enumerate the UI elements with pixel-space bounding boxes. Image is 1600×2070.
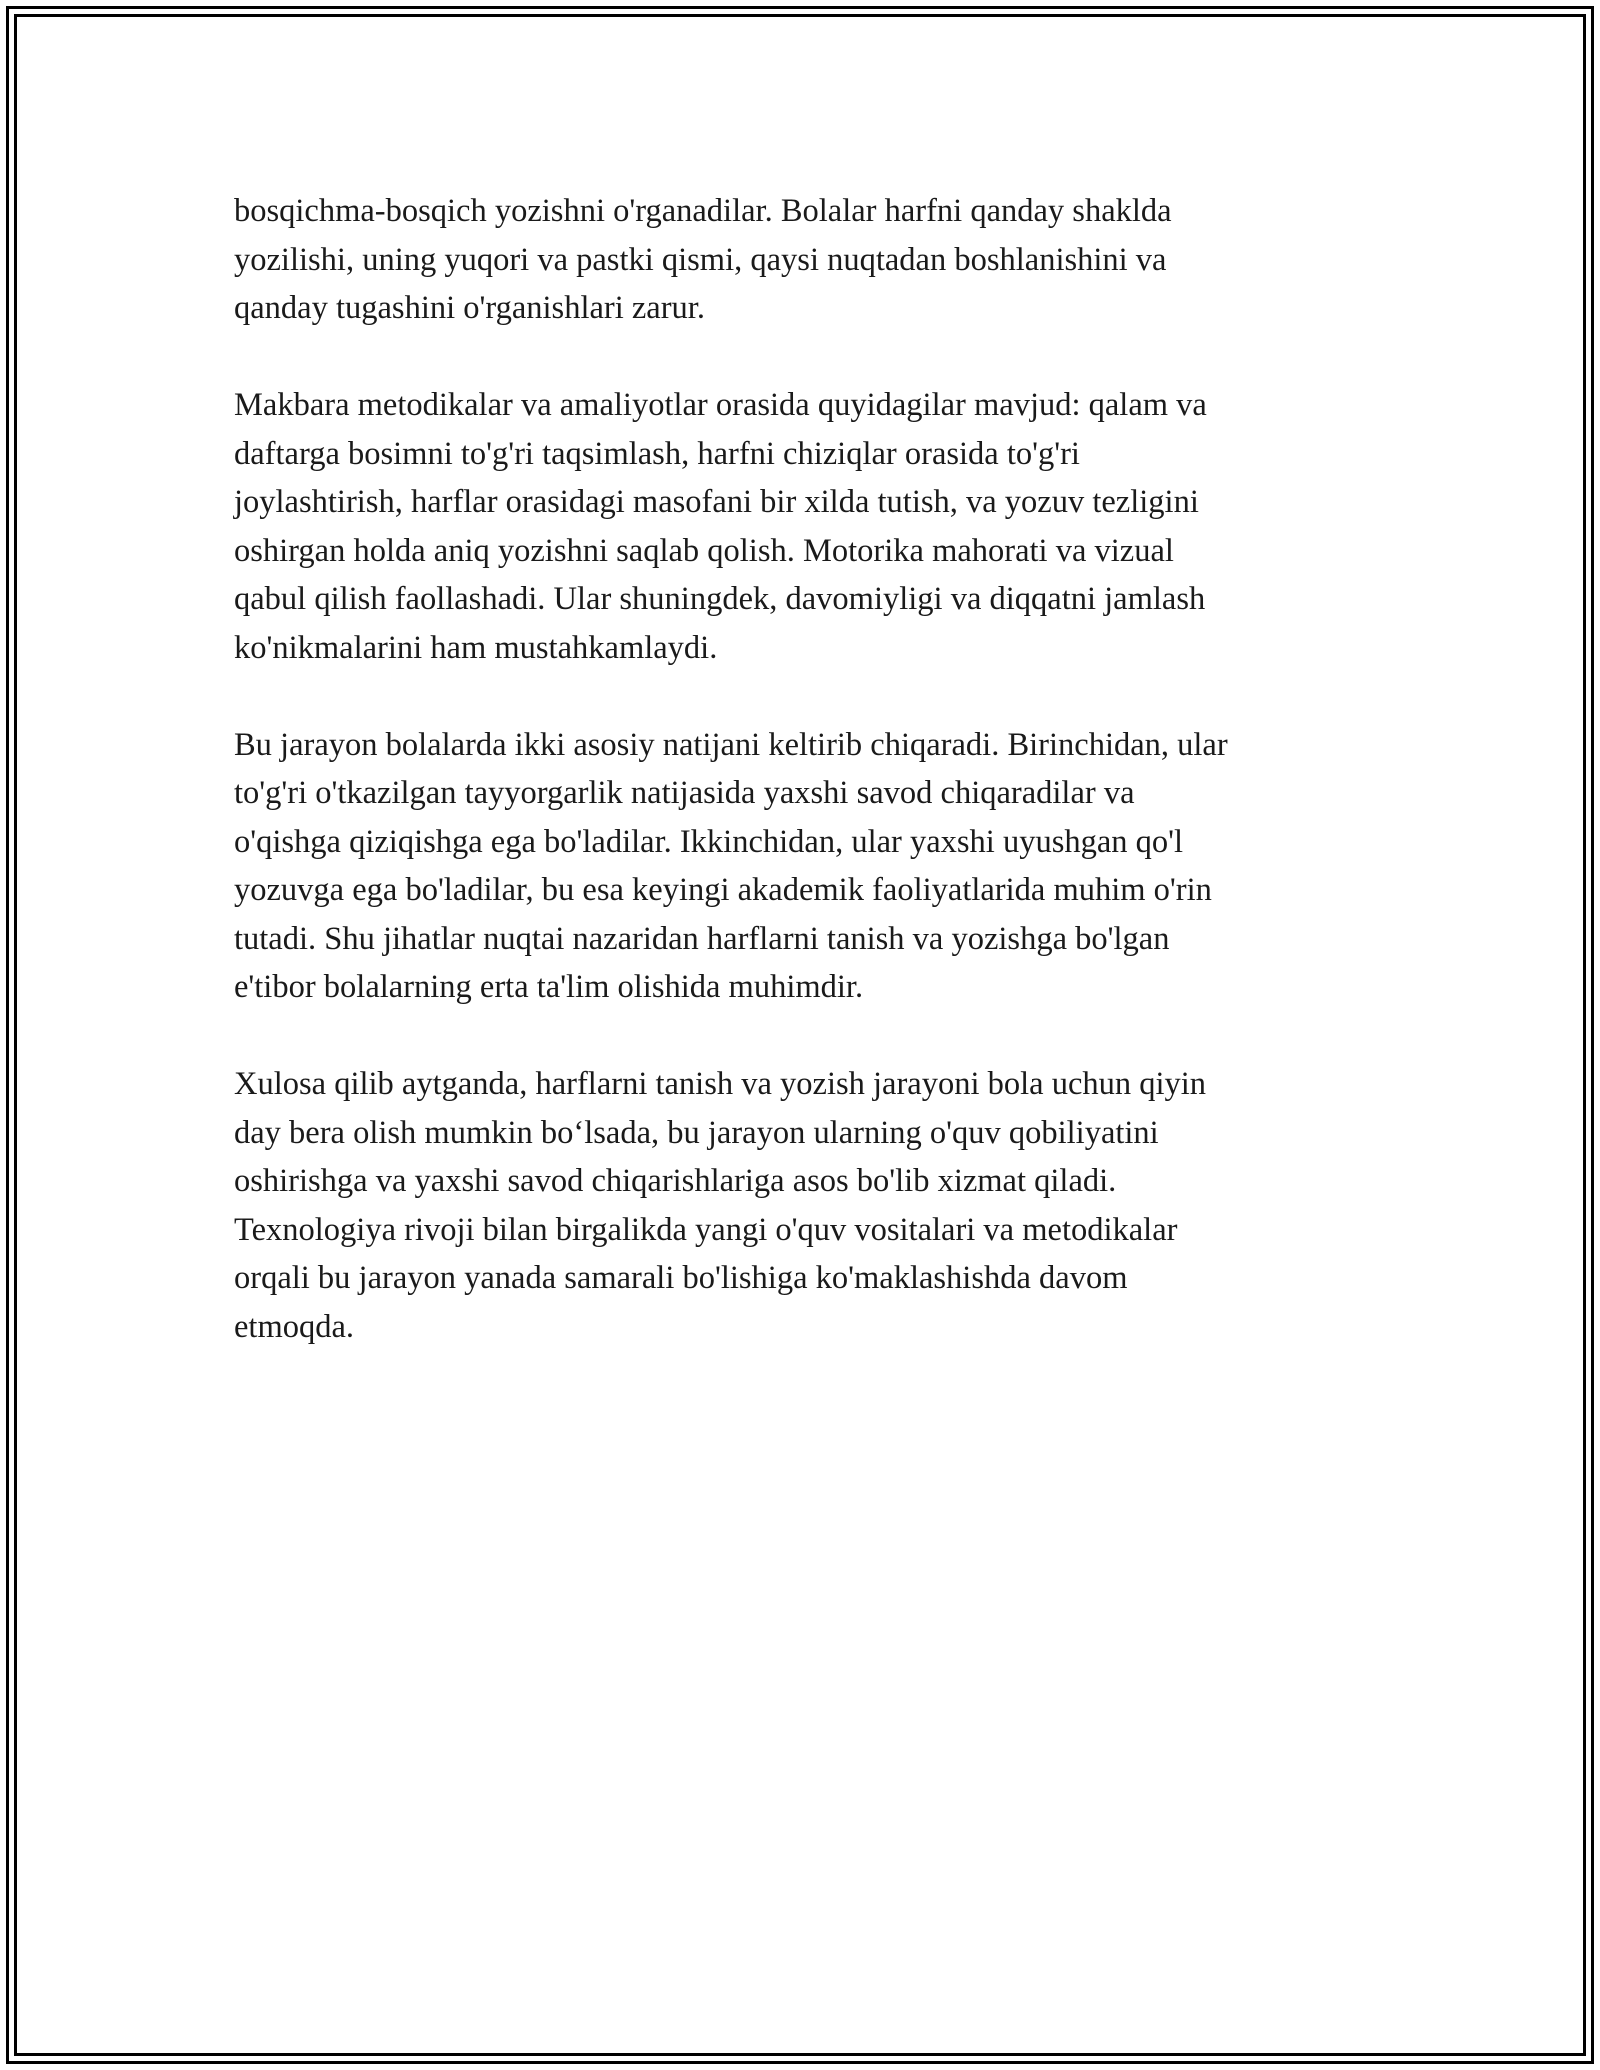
paragraph: bosqichma-bosqich yozishni o'rganadilar. Bolalar harfni qanday shaklda yozilishi, uning yuqori va pastki qismi, qaysi nuqtadan boshlanishini va qanday tugashini o'rganishlari zarur.: [234, 193, 1172, 326]
paragraph: Xulosa qilib aytganda, harflarni tanish va yozish jarayoni bola uchun qiyin day bera olish mumkin bo‘lsada, bu jarayon ularning o'quv qobiliyatini oshirishga va yaxshi savod chiqarishlariga asos bo'lib xizmat qiladi. Texnologiya rivoji bilan birgalikda yangi o'quv vositalari va metodikalar orqali bu jarayon yanada samarali bo'lishiga ko'maklashishda davom etmoqda.: [234, 1066, 1207, 1345]
paragraph: Makbara metodikalar va amaliyotlar orasida quyidagilar mavjud: qalam va daftarga bosimni to'g'ri taqsimlash, harfni chiziqlar orasida to'g'ri joylashtirish, harflar orasidagi masofani bir xilda tutish, va yozuv tezligini oshirgan holda aniq yozishni saqlab qolish. Motorika mahorati va vizual qabul qilish faollashadi. Ular shuningdek, davomiyligi va diqqatni jamlash ko'nikmalarini ham mustahkamlaydi.: [234, 387, 1207, 666]
document-page: [6, 6, 1594, 2064]
paragraph: Bu jarayon bolalarda ikki asosiy natijani keltirib chiqaradi. Birinchidan, ular to'g'ri o'tkazilgan tayyorgarlik natijasida yaxshi savod chiqaradilar va o'qishga qiziqishga ega bo'ladilar. Ikkinchidan, ular yaxshi uyushgan qo'l yozuvga ega bo'ladilar, bu esa keyingi akademik faoliyatlarida muhim o'rin tutadi. Shu jihatlar nuqtai nazaridan harflarni tanish va yozishga bo'lgan e'tibor bolalarning erta ta'lim olishida muhimdir.: [234, 726, 1228, 1005]
document-body: [234, 187, 1384, 1400]
